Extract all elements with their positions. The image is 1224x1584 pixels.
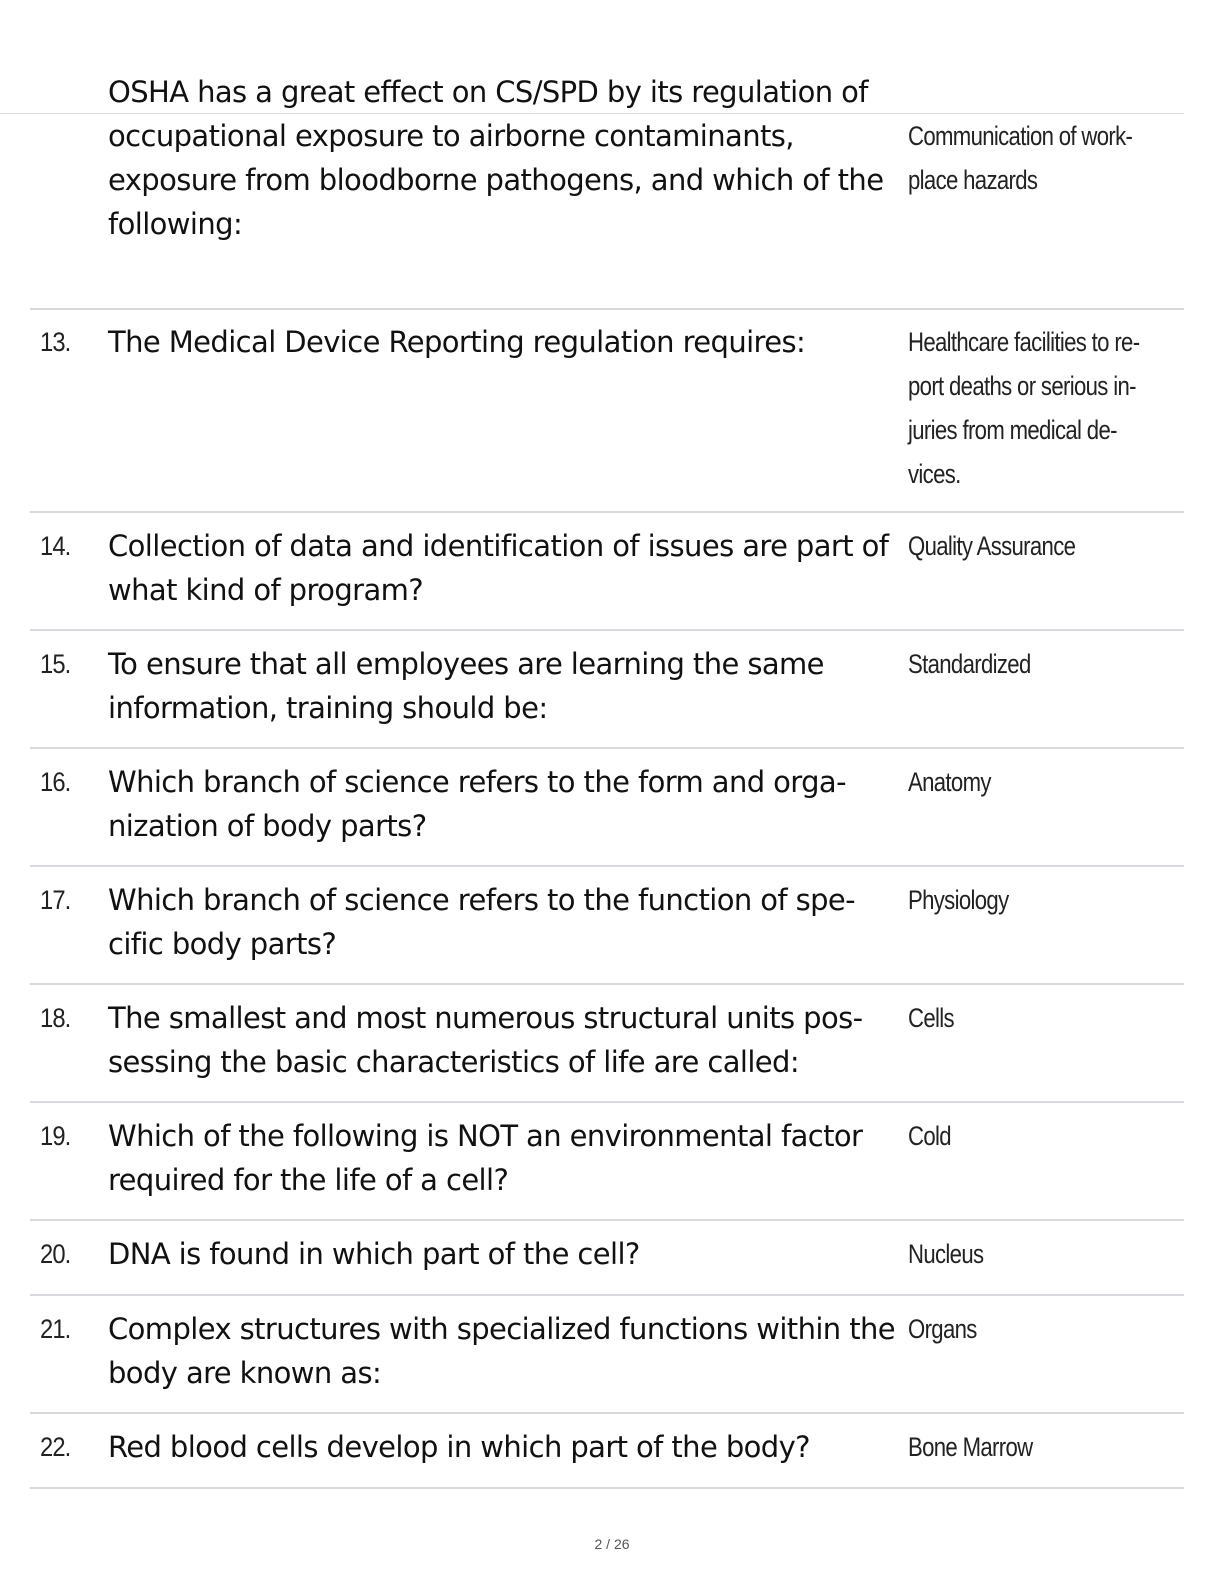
- qa-row: [30, 1307, 1184, 1414]
- question-text: Collection of data and identification of issues are part of what kind of program?: [108, 529, 889, 607]
- question-text: OSHA has a great effect on CS/SPD by its regulation of occupational exposure to airborne contaminants, exposure from bloodborne pathogens, and which of the following:: [108, 75, 884, 241]
- question-number: 21.: [40, 1314, 71, 1344]
- question-text: The smallest and most numerous structural units pos-sessing the basic characteristics of life are called:: [108, 1001, 863, 1079]
- question-text: Which of the following is NOT an environmental factor required for the life of a cell?: [108, 1119, 863, 1197]
- qa-row: [30, 524, 1184, 631]
- question-number: 17.: [40, 885, 71, 915]
- question-number: 20.: [40, 1239, 71, 1269]
- question-text: The Medical Device Reporting regulation requires:: [108, 325, 806, 359]
- qa-row: [30, 320, 1184, 513]
- qa-row: [30, 878, 1184, 985]
- question-text: DNA is found in which part of the cell?: [108, 1237, 640, 1271]
- answer-text: Cells: [908, 1003, 954, 1033]
- answer-text: Anatomy: [908, 767, 991, 797]
- answer-text: Organs: [908, 1314, 977, 1344]
- answer-text: Bone Marrow: [908, 1432, 1033, 1462]
- answer-text: Communication of work-place hazards: [908, 121, 1133, 195]
- qa-row: [30, 1425, 1184, 1489]
- qa-row: [30, 996, 1184, 1103]
- question-text: Red blood cells develop in which part of the body?: [108, 1430, 810, 1464]
- answer-text: Nucleus: [908, 1239, 984, 1269]
- qa-row: [30, 1232, 1184, 1296]
- answer-text: Healthcare facilities to re-port deaths or serious in-juries from medical de-vices.: [908, 327, 1140, 489]
- answer-text: Quality Assurance: [908, 531, 1076, 561]
- question-text: Which branch of science refers to the function of spe-cific body parts?: [108, 883, 856, 961]
- qa-row: [30, 760, 1184, 867]
- question-number: 16.: [40, 767, 71, 797]
- page-number: 2 / 26: [594, 1536, 630, 1552]
- qa-row: [30, 1114, 1184, 1221]
- answer-text: Standardized: [908, 649, 1031, 679]
- qa-row: [30, 642, 1184, 749]
- question-text: Which branch of science refers to the form and orga-nization of body parts?: [108, 765, 846, 843]
- question-number: 14.: [40, 531, 71, 561]
- question-number: 22.: [40, 1432, 71, 1462]
- qa-row: [30, 70, 1184, 310]
- question-number: 19.: [40, 1121, 71, 1151]
- question-number: 13.: [40, 327, 71, 357]
- question-number: 18.: [40, 1003, 71, 1033]
- question-text: Complex structures with specialized functions within the body are known as:: [108, 1312, 895, 1390]
- answer-text: Physiology: [908, 885, 1009, 915]
- question-text: To ensure that all employees are learning the same information, training should be:: [108, 647, 824, 725]
- answer-text: Cold: [908, 1121, 951, 1151]
- question-number: 15.: [40, 649, 71, 679]
